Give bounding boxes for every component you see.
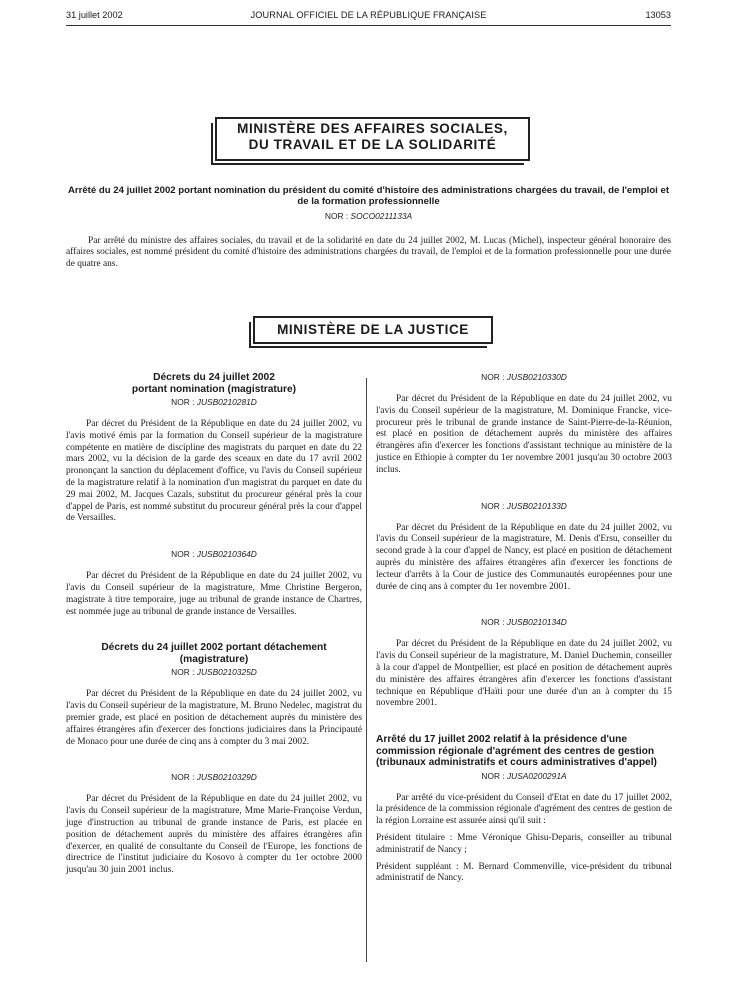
- ministry-title-line2: DU TRAVAIL ET DE LA SOLIDARITÉ: [248, 137, 497, 152]
- right-column: [376, 372, 672, 885]
- section-title: [66, 372, 362, 395]
- ministry-title: MINISTÈRE DE LA JUSTICE: [277, 322, 469, 337]
- nor-reference: [66, 667, 362, 677]
- nor-label: NOR :: [481, 770, 505, 781]
- nor-code: JUSB0210329D: [196, 772, 257, 783]
- nor-label: NOR :: [171, 549, 195, 560]
- nor-code: SOCO0211133A: [350, 211, 413, 221]
- header-divider: [66, 25, 671, 26]
- nor-code: JUSB0210364D: [196, 549, 257, 560]
- arrete-text: Par arrêté du vice-président du Conseil d'Etat en date du 17 juillet 2002, la présidence de la commission régionale d'agrément des centres de gestion de la région Lorraine est assurée ainsi qu'il suit :: [376, 792, 672, 827]
- section-title-line2: portant nomination (magistrature): [131, 383, 297, 395]
- president-line: Président titulaire : Mme Véronique Ghisu-Deparis, conseiller au tribunal administratif de Nancy ;: [376, 833, 672, 855]
- page-number: 13053: [645, 10, 671, 20]
- section-title-line2: (magistrature): [179, 653, 249, 665]
- nor-reference: [376, 501, 672, 511]
- section-title-line1: Décrets du 24 juillet 2002: [153, 372, 275, 383]
- box-shadow-left: [249, 322, 251, 348]
- nor-label: NOR :: [324, 211, 349, 221]
- nor-reference: [66, 211, 671, 221]
- box-shadow-bottom: [249, 346, 487, 348]
- decree-text: Par décret du Président de la République en date du 24 juillet 2002, vu l'avis du Conseil supérieur de la magistrature, M. Daniel Duchemin, conseiller à la cour d'appel de Montpellier, est placé en position de détachement auprès du ministère des affaires étrangères afin d'exercer les fonctions d'assistant technique en République d'Haïti pour une durée d'un an à compter du 15 novembre 2001.: [376, 639, 672, 709]
- arrete-title: Arrêté du 24 juillet 2002 portant nomination du président du comité d'histoire des administrations chargées du travail, de l'emploi et de la formation professionnelle: [67, 185, 670, 207]
- section-title-line1: Décrets du 24 juillet 2002 portant détachement: [101, 642, 327, 654]
- header-date: 31 juillet 2002: [66, 10, 123, 20]
- nor-code: JUSB0210134D: [506, 617, 567, 628]
- section-title: [66, 642, 362, 665]
- decree-text: Par décret du Président de la République en date du 24 juillet 2002, vu l'avis du Conseil supérieur de la magistrature, M. Dominique Francke, vice-procureur près le tribunal de grande instance de Saint-Pierre-de-la-Réunion, est placé en position de détachement auprès du ministère des affaires étrangères afin d'exercer les fonctions d'assistant technique au ministère de la justice en Ethiopie à compter du 1er novembre 2001 jusqu'au 30 octobre 2003 inclus.: [376, 394, 672, 475]
- left-column: [66, 372, 362, 877]
- box-shadow-bottom: [211, 163, 524, 165]
- suppleant-line: Président suppléant : M. Bernard Commenville, vice-président du tribunal administratif de Nancy.: [376, 861, 672, 884]
- journal-title: JOURNAL OFFICIEL DE LA RÉPUBLIQUE FRANÇAISE: [250, 10, 487, 20]
- page-header: [66, 10, 671, 24]
- nor-label: NOR :: [481, 372, 505, 382]
- nor-reference: [376, 771, 672, 781]
- ministry-box-social-affairs: [215, 117, 530, 161]
- ministry-box-justice: [253, 316, 493, 344]
- arrete-text: Par arrêté du ministre des affaires sociales, du travail et de la solidarité en date du 24 juillet 2002, M. Lucas (Michel), inspecteur général honoraire des affaires sociales, est nommé président du comité d'histoire des administrations chargées du travail, de l'emploi et de la formation professionnelle pour une durée de quatre ans.: [66, 236, 671, 269]
- nor-reference: [376, 617, 672, 627]
- nor-reference: [66, 772, 362, 782]
- nor-reference: [376, 372, 672, 382]
- decree-text: Par décret du Président de la République en date du 24 juillet 2002, vu l'avis motivé émis par la formation du Conseil supérieur de la magistrature compétente en matière de discipline des magistrats du parquet en date du 22 mars 2002, vu la décision de la garde des sceaux en date du 17 avril 2002 prononçant la sanction du déplacement d'office, vu l'avis du Conseil supérieur de la magistrature relatif à la nomination d'un magistrat du parquet en date du 29 mai 2002, M. Jacques Cazals, substitut du procureur général près la cour d'appel de Paris, est nommé substitut du procureur général près la cour d'appel de Versailles.: [66, 419, 362, 524]
- nor-label: NOR :: [171, 397, 195, 407]
- nor-code: JUSB0210325D: [196, 667, 257, 678]
- column-divider: [366, 378, 367, 962]
- nor-reference: [66, 549, 362, 559]
- nor-code: JUSB0210133D: [506, 500, 567, 511]
- ministry-title-line1: MINISTÈRE DES AFFAIRES SOCIALES,: [237, 121, 508, 136]
- decree-text: Par décret du Président de la République en date du 24 juillet 2002, vu l'avis du Conseil supérieur de la magistrature, Mme Marie-Françoise Verdun, juge d'instruction au tribunal de grande instance de Paris, est placée en position de détachement auprès du ministère des affaires étrangères afin d'exercer, en qualité de consultante du Conseil de l'Europe, les fonctions de directrice de l'institut judiciaire du Kosovo à compter du 1er octobre 2000 jusqu'au 30 juin 2001 inclus.: [66, 794, 362, 876]
- box-shadow-left: [211, 123, 213, 165]
- nor-label: NOR :: [481, 617, 505, 628]
- arrete-title: Arrêté du 17 juillet 2002 relatif à la présidence d'une commission régionale d'agrément des centres de gestion (tribunaux administratifs et cours administratives d'appel): [376, 734, 657, 769]
- nor-code: JUSB0210281D: [196, 397, 257, 407]
- decree-text: Par décret du Président de la République en date du 24 juillet 2002, vu l'avis du Conseil supérieur de la magistrature, M. Bruno Nedelec, magistrat du premier grade, est placé en position de détachement auprès du ministère des affaires étrangères afin d'exercer des fonctions judiciaires dans la Principauté de Monaco pour une durée de cinq ans à compter du 3 mai 2002.: [66, 689, 362, 747]
- nor-label: NOR :: [171, 667, 195, 678]
- nor-reference: [66, 397, 362, 407]
- nor-code: JUSA0200291A: [506, 770, 567, 781]
- decree-text: Par décret du Président de la République en date du 24 juillet 2002, vu l'avis du Conseil supérieur de la magistrature, Mme Christine Bergeron, magistrate à titre temporaire, juge au tribunal de grande instance de Chartres, est nommée juge au tribunal de grande instance de Versailles.: [66, 571, 362, 617]
- nor-code: JUSB0210330D: [506, 372, 567, 382]
- decree-text: Par décret du Président de la République en date du 24 juillet 2002, vu l'avis du Conseil supérieur de la magistrature, M. Denis d'Ersu, conseiller du second grade à la cour d'appel de Nancy, est placé en position de détachement auprès du ministère des affaires étrangères afin d'exercer les fonctions de lecteur d'arrêts à la Cour de justice des Communautés européennes pour une durée de cinq ans à compter du 1er novembre 2001.: [376, 522, 672, 592]
- nor-label: NOR :: [481, 500, 505, 511]
- nor-label: NOR :: [171, 772, 195, 783]
